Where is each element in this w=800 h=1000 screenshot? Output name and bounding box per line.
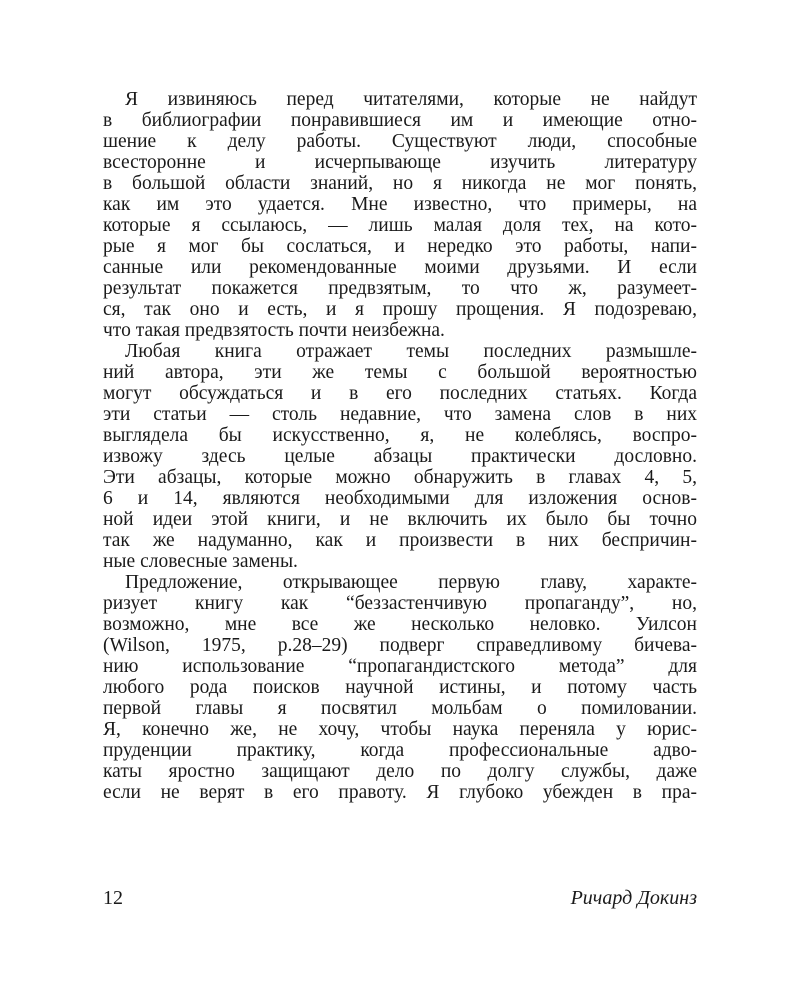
text-line: (Wilson, 1975, p.28–29) подверг справедливому бичева-: [103, 635, 697, 656]
text-line: Любая книга отражает темы последних размышле-: [125, 341, 697, 362]
text-line: что такая предвзятость почти неизбежна.: [103, 320, 445, 341]
page-number: 12: [103, 887, 123, 909]
body-text: [103, 89, 697, 803]
text-line: могут обсуждаться и в его последних статьях. Когда: [103, 383, 697, 404]
paragraph: [103, 341, 697, 572]
text-line: санные или рекомендованные моими друзьями. И если: [103, 257, 697, 278]
text-line: любого рода поисков научной истины, и потому часть: [103, 677, 697, 698]
paragraph: [103, 572, 697, 803]
text-line: в большой области знаний, но я никогда не мог понять,: [103, 173, 697, 194]
text-line: результат покажется предвзятым, то что ж, разумеет-: [103, 278, 697, 299]
text-line: эти статьи — столь недавние, что замена слов в них: [103, 404, 697, 425]
text-line: шение к делу работы. Существуют люди, способные: [103, 131, 697, 152]
text-line: если не верят в его правоту. Я глубоко убежден в пра-: [103, 782, 697, 803]
text-line: которые я ссылаюсь, — лишь малая доля тех, на кото-: [103, 215, 697, 236]
text-line: ные словесные замены.: [103, 551, 298, 572]
text-line: пруденции практику, когда профессиональные адво-: [103, 740, 697, 761]
running-footer-author: Ричард Докинз: [570, 887, 697, 909]
text-line: Предложение, открывающее первую главу, характе-: [125, 572, 697, 593]
text-line: извожу здесь целые абзацы практически дословно.: [103, 446, 697, 467]
text-line: 6 и 14, являются необходимыми для изложения основ-: [103, 488, 697, 509]
text-line: ний автора, эти же темы с большой вероятностью: [103, 362, 697, 383]
text-line: каты яростно защищают дело по долгу службы, даже: [103, 761, 697, 782]
text-line: так же надуманно, как и произвести в них беспричин-: [103, 530, 697, 551]
text-line: возможно, мне все же несколько неловко. Уилсон: [103, 614, 697, 635]
text-line: ся, так оно и есть, и я прошу прощения. Я подозреваю,: [103, 299, 697, 320]
text-line: рые я мог бы сослаться, и нередко это работы, напи-: [103, 236, 697, 257]
text-line: Эти абзацы, которые можно обнаружить в главах 4, 5,: [103, 467, 697, 488]
page-footer: [103, 886, 697, 910]
text-line: ризует книгу как “беззастенчивую пропаганду”, но,: [103, 593, 697, 614]
text-line: первой главы я посвятил мольбам о помиловании.: [103, 698, 697, 719]
text-line: Я, конечно же, не хочу, чтобы наука переняла у юрис-: [103, 719, 697, 740]
text-line: выглядела бы искусственно, я, не колеблясь, воспро-: [103, 425, 697, 446]
text-line: всесторонне и исчерпывающе изучить литературу: [103, 152, 697, 173]
text-line: как им это удается. Мне известно, что примеры, на: [103, 194, 697, 215]
text-line: в библиографии понравившиеся им и имеющие отно-: [103, 110, 697, 131]
text-line: ной идеи этой книги, и не включить их было бы точно: [103, 509, 697, 530]
paragraph: [103, 89, 697, 341]
text-line: нию использование “пропагандистского метода” для: [103, 656, 697, 677]
text-line: Я извиняюсь перед читателями, которые не найдут: [125, 89, 697, 110]
